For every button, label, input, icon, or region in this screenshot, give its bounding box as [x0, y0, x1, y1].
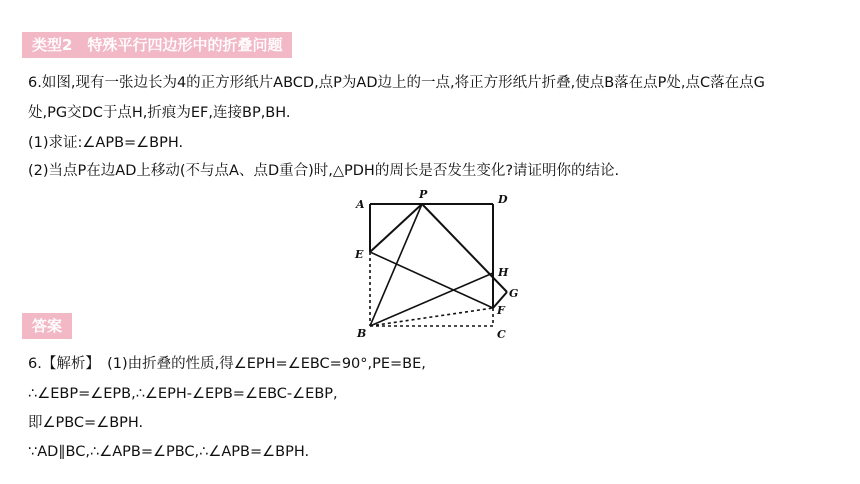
answer-line-4: ∵AD∥BC,∴∠APB=∠PBC,∴∠APB=∠BPH.	[28, 444, 310, 460]
label-P: P	[419, 188, 428, 201]
segment-BF-dashed	[370, 308, 493, 326]
section-banner	[22, 32, 292, 58]
label-G: G	[509, 287, 519, 300]
label-D: D	[498, 193, 508, 206]
label-F: F	[497, 304, 505, 317]
label-C: C	[497, 328, 506, 341]
question-line-1: 6.如图,现有一张边长为4的正方形纸片ABCD,点P为AD边上的一点,将正方形纸片折叠,使点B落在点P处,点C落在点G	[28, 75, 765, 91]
geometry-figure	[350, 186, 530, 344]
question-line-2: 处,PG交DC于点H,折痕为EF,连接BP,BH.	[28, 105, 291, 121]
answer-line-1: 6.【解析】 (1)由折叠的性质,得∠EPH=∠EBC=90°,PE=BE,	[28, 356, 426, 372]
label-E: E	[355, 248, 364, 261]
segment-PG	[422, 204, 507, 292]
question-part-2: (2)当点P在边AD上移动(不与点A、点D重合)时,△PDH的周长是否发生变化?请证明你的结论.	[28, 163, 620, 179]
answer-line-3: 即∠PBC=∠BPH.	[28, 415, 144, 431]
square-fold-diagram	[350, 186, 530, 344]
answer-title: 答案	[32, 317, 63, 335]
answer-line-2: ∴∠EBP=∠EPB,∴∠EPH-∠EPB=∠EBC-∠EBP,	[28, 386, 338, 402]
segment-EP	[370, 204, 422, 252]
question-part-1: (1)求证:∠APB=∠BPH.	[28, 135, 184, 151]
label-A: A	[356, 198, 365, 211]
answer-banner	[22, 313, 72, 339]
section-title: 类型2 特殊平行四边形中的折叠问题	[32, 36, 283, 54]
label-B: B	[357, 327, 367, 340]
label-H: H	[498, 266, 509, 279]
